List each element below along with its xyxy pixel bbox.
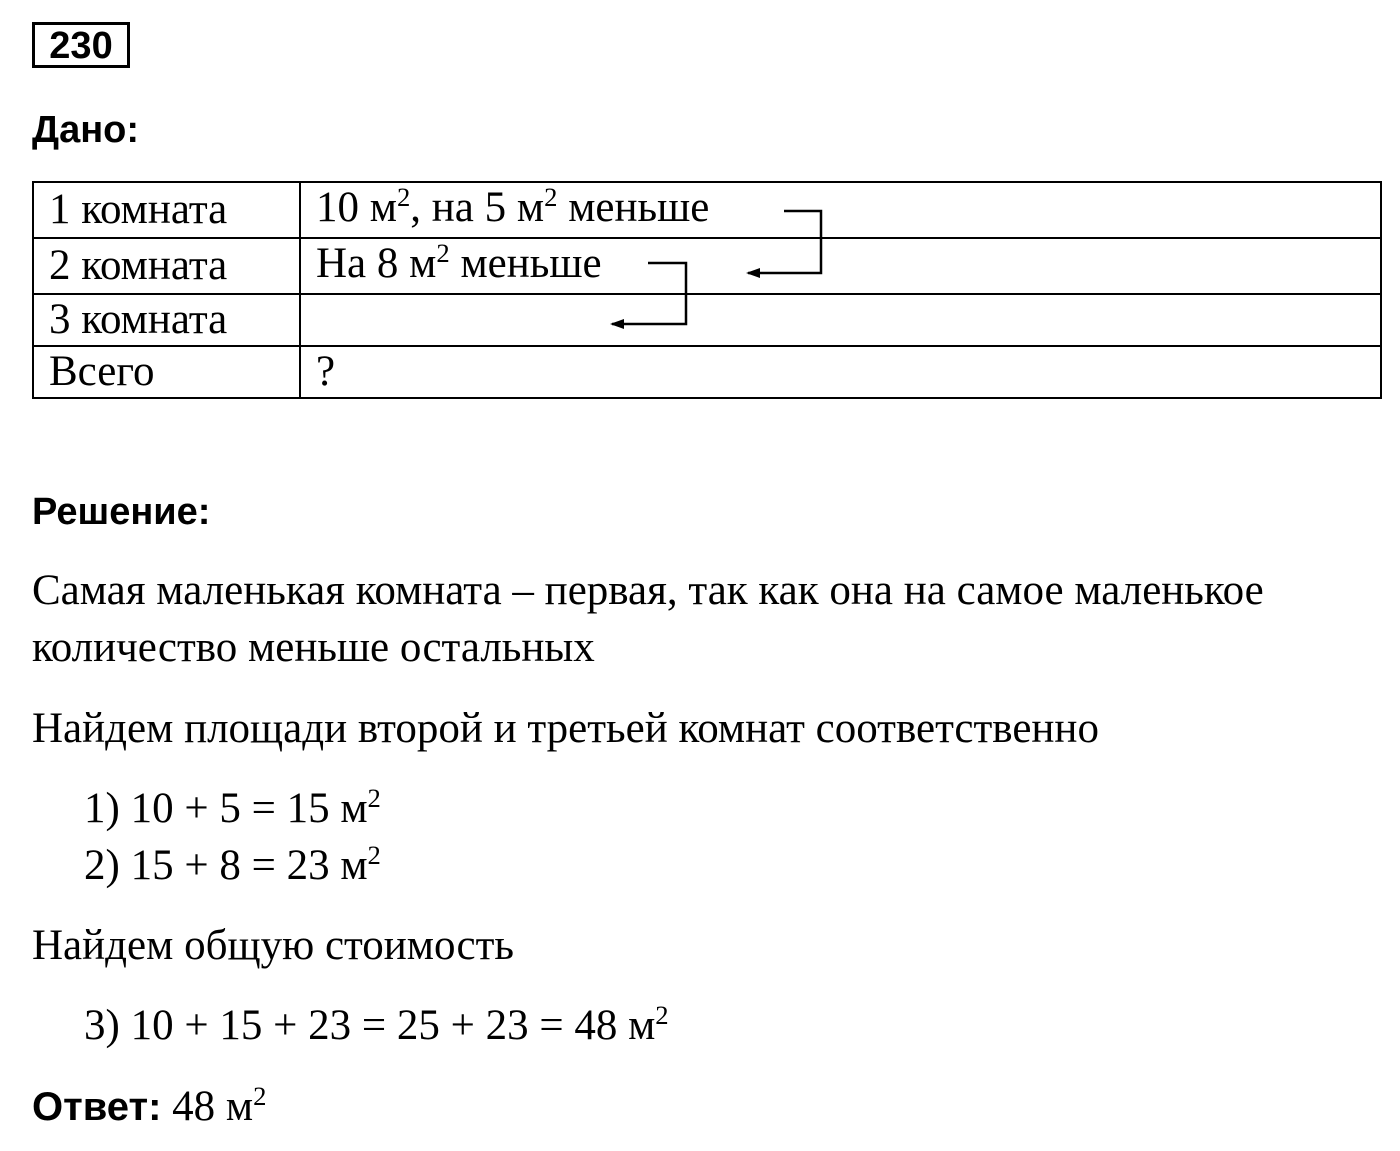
answer: Ответ: 48 $м^2$ [32, 1081, 267, 1130]
row-label: 3 комната [33, 294, 300, 346]
paragraph: Найдем общую стоимость [32, 922, 515, 969]
paragraph-line: количество меньше остальных [32, 624, 595, 671]
row-value [300, 294, 1381, 346]
table-row [33, 238, 1381, 294]
row-label: 1 комната [33, 182, 300, 238]
row-value: ? [300, 346, 1381, 398]
answer-label: Ответ: [32, 1085, 162, 1129]
given-table [32, 181, 1382, 399]
table-row [33, 182, 1381, 238]
solution-step-1: 1) 10 + 5 = 15 $м^2$ [84, 783, 381, 832]
row-label: Всего [33, 346, 300, 398]
row-label: 2 комната [33, 238, 300, 294]
table-row [33, 346, 1381, 398]
paragraph: Найдем площади второй и третьей комнат соответственно [32, 705, 1099, 752]
given-heading: Дано: [32, 109, 140, 151]
answer-value: 48 м [161, 1083, 254, 1130]
problem-number: 230 [32, 22, 130, 68]
solution-step-3: 3) 10 + 15 + 23 = 25 + 23 = 48 $м^2$ [84, 1000, 669, 1049]
solution-heading: Решение: [32, 491, 211, 533]
row-value: 10 $м^2$, на 5 $м^2$ меньше [300, 182, 1381, 238]
table-row [33, 294, 1381, 346]
row-value: На 8 $м^2$ меньше [300, 238, 1381, 294]
solution-step-2: 2) 15 + 8 = 23 $м^2$ [84, 840, 381, 889]
paragraph-line: Самая маленькая комната – первая, так как она на самое маленькое [32, 567, 1264, 614]
